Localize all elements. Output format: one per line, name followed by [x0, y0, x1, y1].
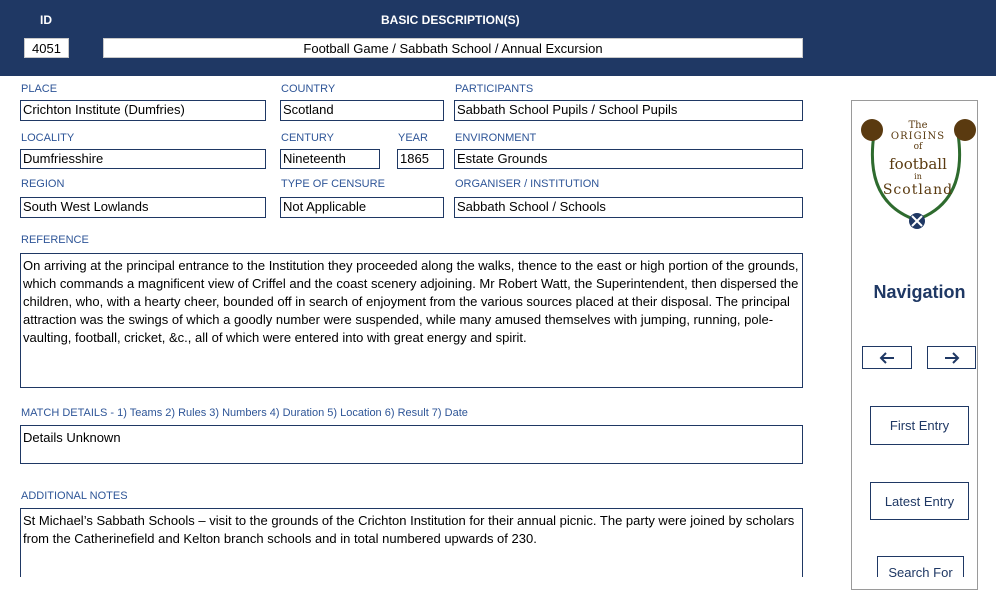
- country-label: COUNTRY: [281, 83, 336, 95]
- logo-line-origins: ORIGINS: [890, 131, 946, 142]
- organiser-field[interactable]: Sabbath School / Schools: [454, 197, 803, 218]
- place-label: PLACE: [21, 83, 58, 95]
- reference-textarea[interactable]: On arriving at the principal entrance to the Institution they proceeded along the walks, thence to the east or high portion of the grounds, which commands a magnificent view of Criffel and the coast scenery adjoining. Mr Robert Watt, the Superintendent, then dispersed the children, who, with a hearty cheer, bounded off in search of enjoyment from the various sources placed at their disposal. The principal attraction was the swings of which a goodly number were suspended, while many amused themselves with jumping, running, pole-vaulting, football, cricket, &c., all of which were entered into with great energy and spirit.: [20, 253, 803, 388]
- search-for-button[interactable]: Search For: [877, 556, 964, 577]
- logo-line-scotland: Scotland: [882, 182, 954, 198]
- next-button[interactable]: [927, 346, 976, 369]
- censure-label: TYPE OF CENSURE: [281, 178, 385, 190]
- locality-label: LOCALITY: [21, 132, 75, 144]
- participants-label: PARTICIPANTS: [455, 83, 534, 95]
- id-label: ID: [40, 13, 52, 27]
- navigation-title: Navigation: [873, 282, 966, 302]
- basic-description-field[interactable]: Football Game / Sabbath School / Annual Excursion: [103, 38, 803, 58]
- year-field[interactable]: 1865: [397, 149, 444, 169]
- match-details-textarea[interactable]: Details Unknown: [20, 425, 803, 464]
- region-field[interactable]: South West Lowlands: [20, 197, 266, 218]
- id-field[interactable]: 4051: [24, 38, 69, 58]
- latest-entry-button[interactable]: Latest Entry: [870, 482, 969, 520]
- first-entry-button[interactable]: First Entry: [870, 406, 969, 445]
- previous-button[interactable]: [862, 346, 912, 369]
- place-field[interactable]: Crichton Institute (Dumfries): [20, 100, 266, 121]
- logo-line-of: of: [913, 142, 923, 152]
- basic-description-label: BASIC DESCRIPTION(S): [381, 13, 520, 27]
- reference-label: REFERENCE: [21, 234, 89, 246]
- region-label: REGION: [21, 178, 65, 190]
- environment-field[interactable]: Estate Grounds: [454, 149, 803, 169]
- logo-line-football: football: [889, 155, 947, 173]
- year-label: YEAR: [398, 132, 428, 144]
- century-field[interactable]: Nineteenth: [280, 149, 380, 169]
- arrow-left-icon: [879, 352, 895, 364]
- additional-notes-label: ADDITIONAL NOTES: [21, 490, 128, 502]
- environment-label: ENVIRONMENT: [455, 132, 537, 144]
- country-field[interactable]: Scotland: [280, 100, 444, 121]
- origins-logo: [858, 112, 978, 234]
- additional-notes-textarea[interactable]: St Michael’s Sabbath Schools – visit to the grounds of the Crichton Institution for their annual picnic. The party were joined by scholars from the Catherinefield and Kelton branch schools and in total numbered upwards of 230.: [20, 508, 803, 577]
- logo-line-the: The: [908, 120, 928, 131]
- participants-field[interactable]: Sabbath School Pupils / School Pupils: [454, 100, 803, 121]
- censure-field[interactable]: Not Applicable: [280, 197, 444, 218]
- organiser-label: ORGANISER / INSTITUTION: [455, 178, 600, 190]
- locality-field[interactable]: Dumfriesshire: [20, 149, 266, 169]
- match-details-label: MATCH DETAILS - 1) Teams 2) Rules 3) Numbers 4) Duration 5) Location 6) Result 7) Date: [21, 407, 468, 419]
- logo-line-in: in: [914, 172, 922, 181]
- century-label: CENTURY: [281, 132, 334, 144]
- arrow-right-icon: [944, 352, 960, 364]
